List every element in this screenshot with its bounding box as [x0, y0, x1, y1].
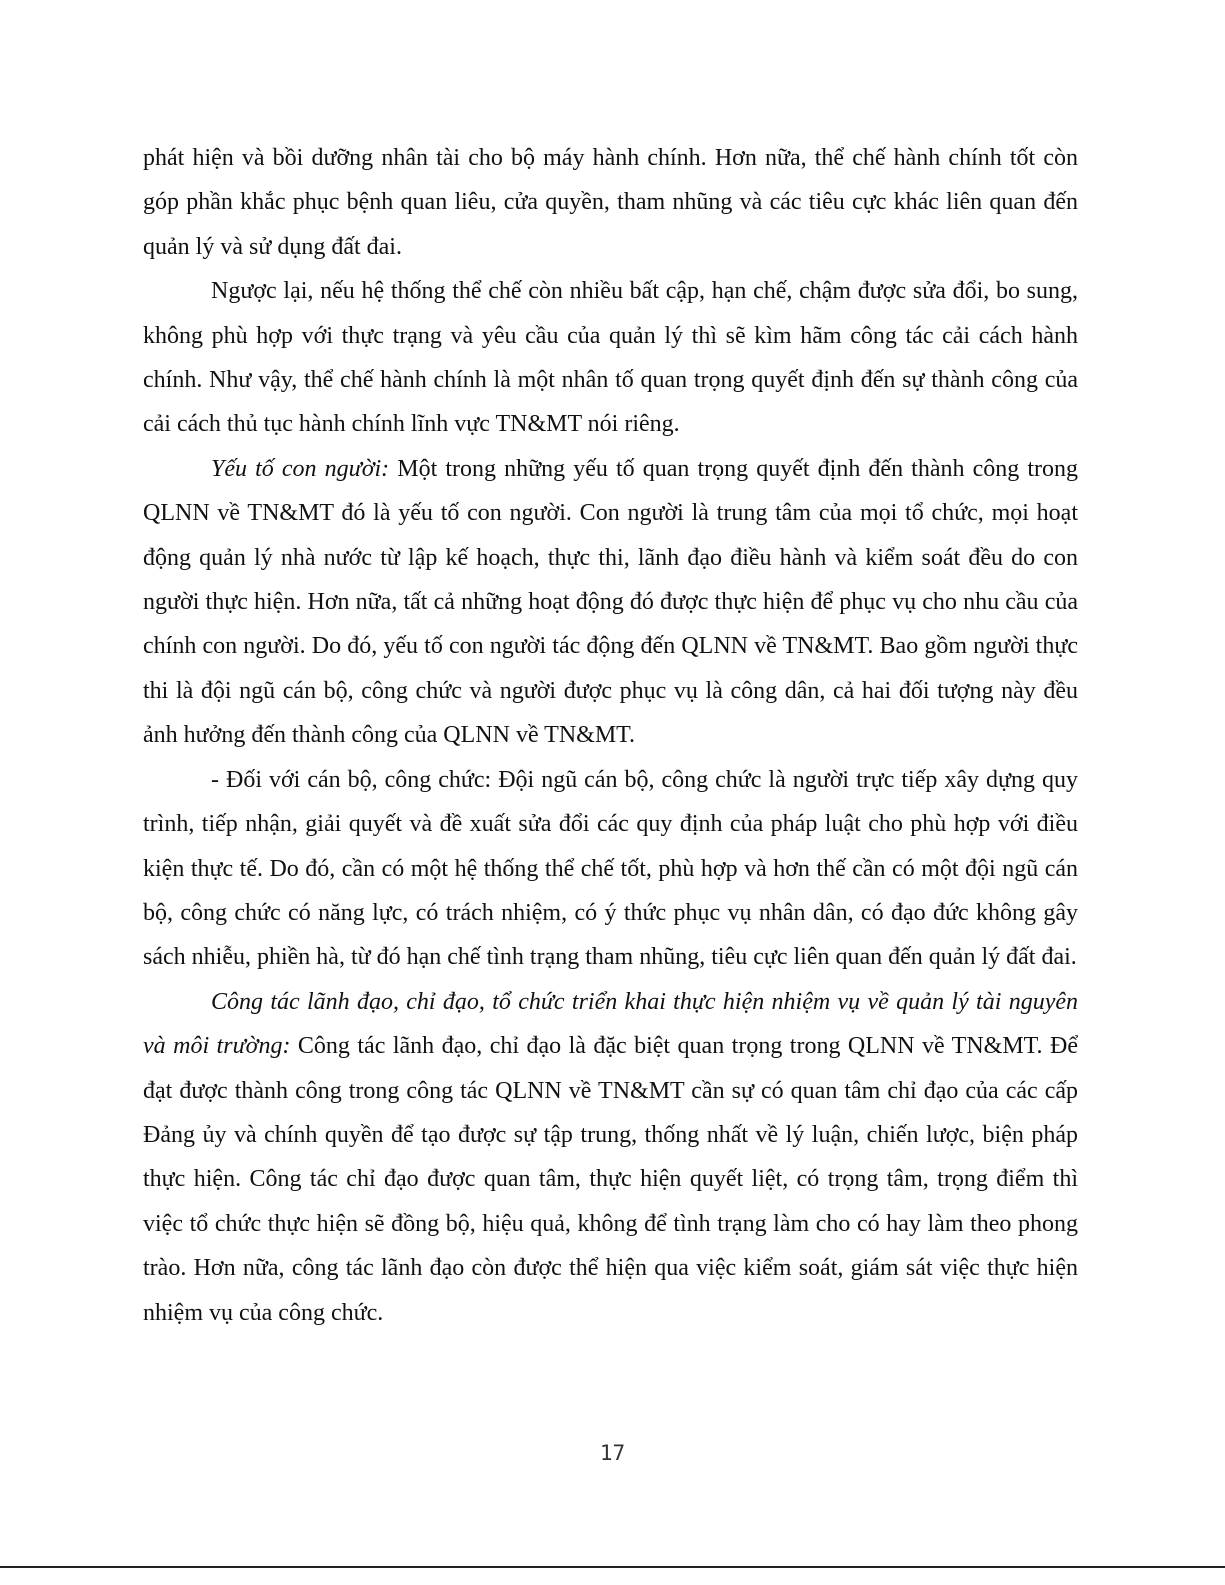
- page-number: 17: [599, 1441, 626, 1465]
- paragraph-5-text: Công tác lãnh đạo, chỉ đạo là đặc biệt quan trọng trong QLNN về TN&MT. Để đạt được thành công trong công tác QLNN về TN&MT cần sự có quan tâm chỉ đạo của các cấp Đảng ủy và chính quyền để tạo được sự tập trung, thống nhất về lý luận, chiến lược, biện pháp thực hiện. Công tác chỉ đạo được quan tâm, thực hiện quyết liệt, có trọng tâm, trọng điểm thì việc tổ chức thực hiện sẽ đồng bộ, hiệu quả, không để tình trạng làm cho có hay làm theo phong trào. Hơn nữa, công tác lãnh đạo còn được thể hiện qua việc kiểm soát, giám sát việc thực hiện nhiệm vụ của công chức.: [143, 1033, 1078, 1326]
- paragraph-4: [143, 758, 1078, 980]
- bottom-divider: [0, 1566, 1225, 1568]
- paragraph-1-text: phát hiện và bồi dưỡng nhân tài cho bộ máy hành chính. Hơn nữa, thể chế hành chính tốt còn góp phần khắc phục bệnh quan liêu, cửa quyền, tham nhũng và các tiêu cực khác liên quan đến quản lý và sử dụng đất đai.: [143, 145, 1078, 260]
- paragraph-3: [143, 447, 1078, 758]
- paragraph-1: [143, 136, 1078, 269]
- body-text: [143, 136, 1078, 1335]
- paragraph-5-heading: Công tác lãnh đạo, chỉ đạo, tổ chức triển khai thực hiện nhiệm vụ về quản lý tài nguyên và môi trường:: [143, 988, 1078, 1060]
- paragraph-3-text: Một trong những yếu tố quan trọng quyết định đến thành công trong QLNN về TN&MT đó là yếu tố con người. Con người là trung tâm của mọi tổ chức, mọi hoạt động quản lý nhà nước từ lập kế hoạch, thực thi, lãnh đạo điều hành và kiểm soát đều do con người thực hiện. Hơn nữa, tất cả những hoạt động đó được thực hiện để phục vụ cho nhu cầu của chính con người. Do đó, yếu tố con người tác động đến QLNN về TN&MT. Bao gồm người thực thi là đội ngũ cán bộ, công chức và người được phục vụ là công dân, cả hai đối tượng này đều ảnh hưởng đến thành công của QLNN về TN&MT.: [143, 455, 1078, 749]
- paragraph-4-text: - Đối với cán bộ, công chức: Đội ngũ cán bộ, công chức là người trực tiếp xây dựng quy trình, tiếp nhận, giải quyết và đề xuất sửa đổi các quy định của pháp luật cho phù hợp với điều kiện thực tế. Do đó, cần có một hệ thống thể chế tốt, phù hợp và hơn thế cần có một đội ngũ cán bộ, công chức có năng lực, có trách nhiệm, có ý thức phục vụ nhân dân, có đạo đức không gây sách nhiễu, phiền hà, từ đó hạn chế tình trạng tham nhũng, tiêu cực liên quan đến quản lý đất đai.: [143, 766, 1078, 971]
- paragraph-5: [143, 980, 1078, 1335]
- paragraph-2-text: Ngược lại, nếu hệ thống thể chế còn nhiều bất cập, hạn chế, chậm được sửa đổi, bo sung, không phù hợp với thực trạng và yêu cầu của quản lý thì sẽ kìm hãm công tác cải cách hành chính. Như vậy, thể chế hành chính là một nhân tố quan trọng quyết định đến sự thành công của cải cách thủ tục hành chính lĩnh vực TN&MT nói riêng.: [143, 278, 1078, 438]
- paragraph-3-heading: Yếu tố con người:: [211, 455, 390, 482]
- paragraph-2: [143, 269, 1078, 447]
